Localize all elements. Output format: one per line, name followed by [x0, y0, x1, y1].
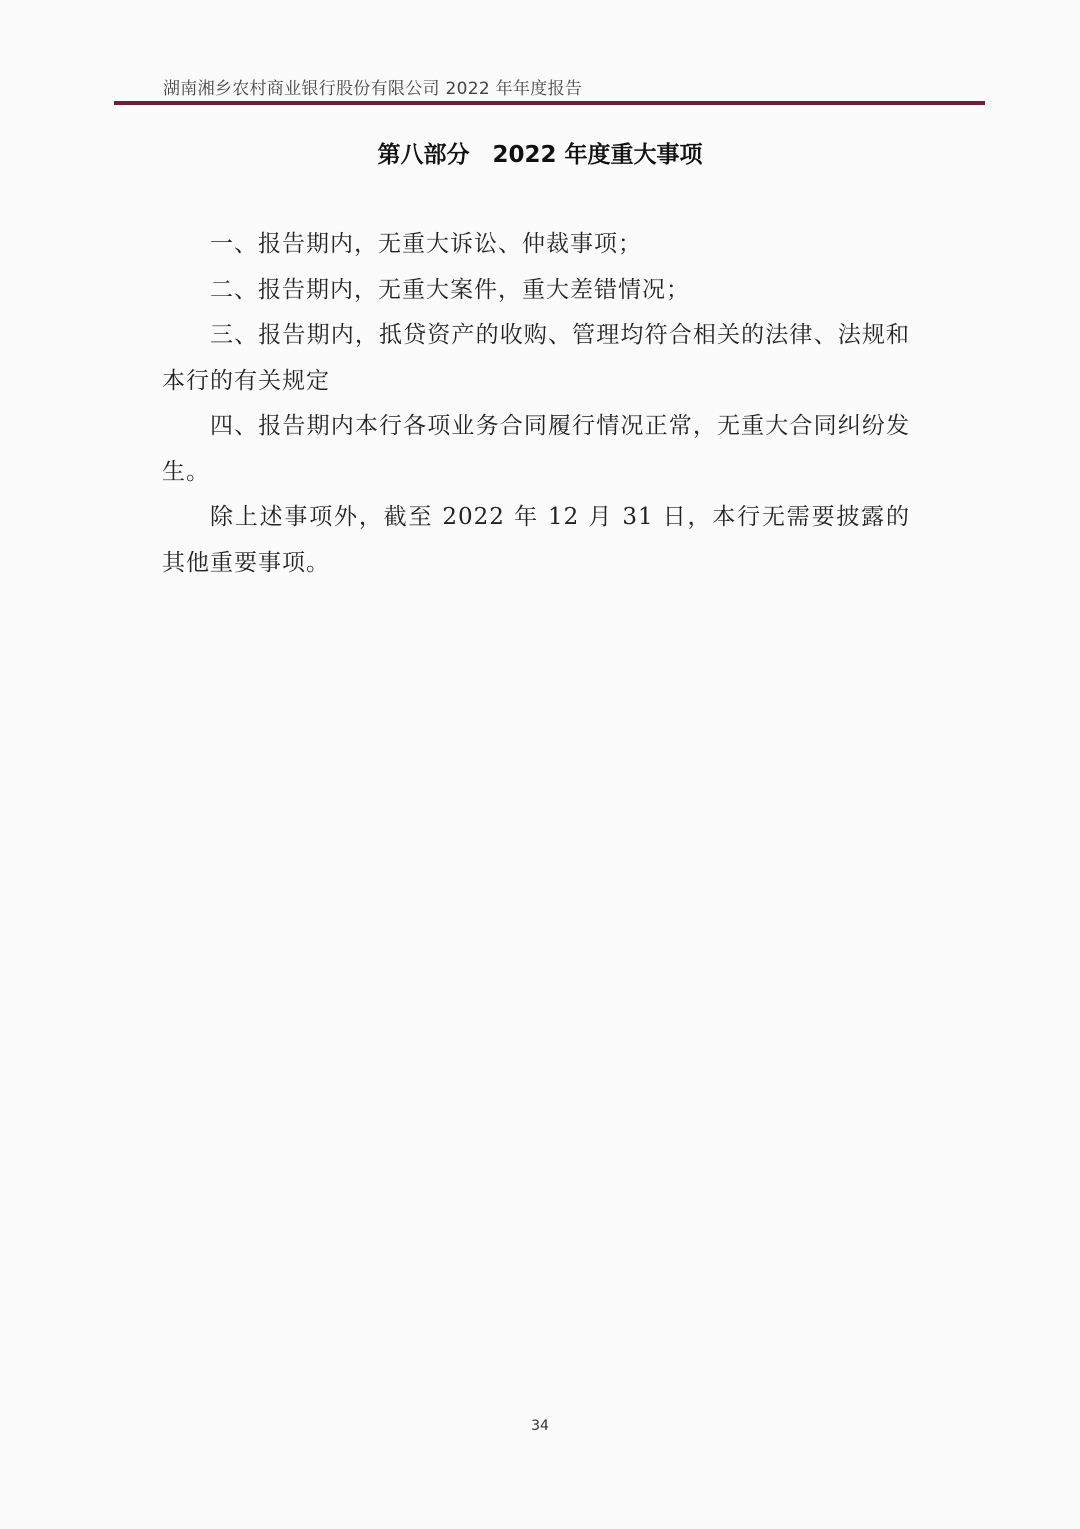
paragraph-1: 一、报告期内，无重大诉讼、仲裁事项； — [210, 231, 642, 257]
section-title: 第八部分 2022 年度重大事项 — [377, 142, 703, 168]
paragraph-2: 二、报告期内，无重大案件，重大差错情况； — [210, 276, 690, 303]
paragraph-4: 四、报告期内本行各项业务合同履行情况正常，无重大合同纠纷发生。 — [162, 413, 910, 485]
header-rule — [114, 101, 985, 105]
body-text — [162, 222, 910, 586]
page-number: 34 — [531, 1418, 549, 1434]
paragraph-5: 除上述事项外，截至 2022 年 12 月 31 日，本行无需要披露的其他重要事项。 — [162, 504, 910, 576]
paragraph-3: 三、报告期内，抵贷资产的收购、管理均符合相关的法律、法规和本行的有关规定 — [162, 322, 910, 394]
running-header: 湖南湘乡农村商业银行股份有限公司 2022 年年度报告 — [163, 79, 583, 99]
